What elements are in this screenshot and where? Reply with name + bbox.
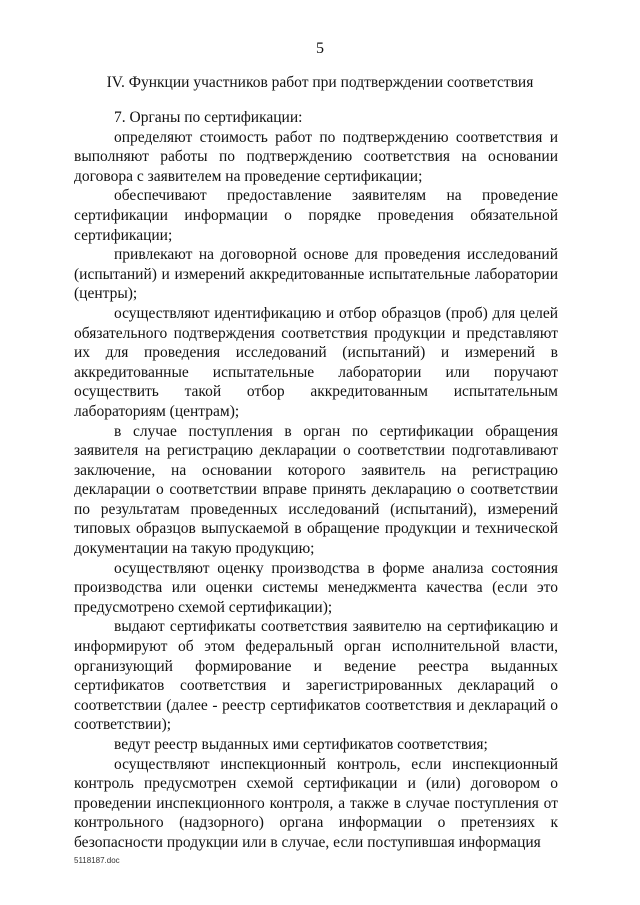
document-body — [74, 108, 558, 853]
page-number: 5 — [316, 40, 324, 57]
footer-filename: 5118187.doc — [74, 856, 120, 865]
paragraph: в случае поступления в орган по сертификации обращения заявителя на регистрацию декларации о соответствии подготавливают заключение, на основании которого заявитель на регистрацию декларации о соответствии вправе принять декларацию о соответствии по результатам проведенных исследований (испытаний), измерений типовых образцов выпускаемой в обращение продукции и технической документации на такую продукцию; — [74, 422, 558, 558]
paragraph: выдают сертификаты соответствия заявителю на сертификацию и информируют об этом федеральный орган исполнительной власти, организующий формирование и ведение реестра выданных сертификатов соответствия и зарегистрированных деклараций о соответствии (далее - реестр сертификатов соответствия и деклараций о соответствии); — [74, 618, 558, 734]
paragraph: осуществляют идентификацию и отбор образцов (проб) для целей обязательного подтверждения соответствия продукции и представляют их для проведения исследований (испытаний) и измерений в аккредитованные испытательные лаборатории или поручают осуществить такой отбор аккредитованным испытательным лабораториям (центрам); — [74, 304, 558, 420]
paragraph: осуществляют инспекционный контроль, если инспекционный контроль предусмотрен схемой сертификации и (или) договором о проведении инспекционного контроля, а также в случае поступления от контрольного (надзорного) органа информации о претензиях к безопасности продукции или в случае, если поступившая информация — [74, 755, 558, 851]
paragraph: обеспечивают предоставление заявителям на проведение сертификации информации о порядке проведения обязательной сертификации; — [74, 187, 558, 244]
paragraph: определяют стоимость работ по подтверждению соответствия и выполняют работы по подтверждению соответствия на основании договора с заявителем на проведение сертификации; — [74, 128, 558, 185]
paragraph: ведут реестр выданных ими сертификатов соответствия; — [114, 736, 488, 753]
paragraph: осуществляют оценку производства в форме анализа состояния производства или оценки системы менеджмента качества (если это предусмотрено схемой сертификации); — [74, 559, 558, 616]
section-heading: IV. Функции участников работ при подтверждении соответствия — [106, 74, 534, 91]
paragraph: 7. Органы по сертификации: — [114, 109, 303, 126]
paragraph: привлекают на договорной основе для проведения исследований (испытаний) и измерений аккредитованные испытательные лаборатории (центры); — [74, 246, 558, 303]
